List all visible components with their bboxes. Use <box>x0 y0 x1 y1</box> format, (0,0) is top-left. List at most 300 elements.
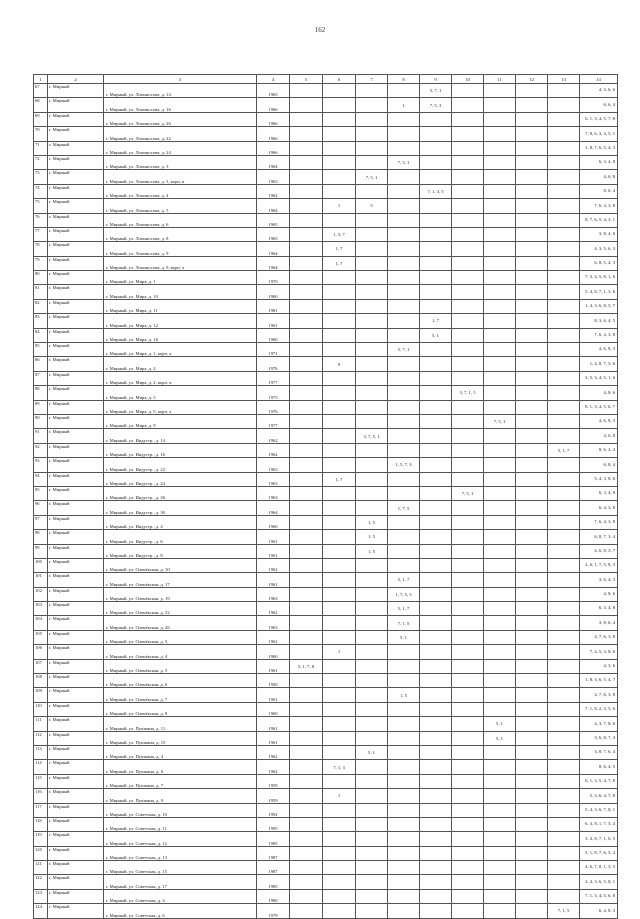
col8-cell <box>388 717 420 731</box>
col9-cell <box>420 400 452 414</box>
page-number: 162 <box>314 26 326 34</box>
col8-cell <box>388 889 420 903</box>
column-header-10: 10 <box>452 75 484 84</box>
housing-registry-table <box>33 74 618 919</box>
col7-cell <box>356 602 388 616</box>
col10-cell <box>452 616 484 630</box>
col5-cell <box>290 285 323 299</box>
address-cell: г. Мирный, ул. Ломоносова, д. 3, корп. в <box>104 170 257 184</box>
col10-cell <box>452 285 484 299</box>
col10-cell <box>452 645 484 659</box>
col11-cell <box>484 213 516 227</box>
col10-cell <box>452 846 484 860</box>
col13-cell <box>548 558 580 572</box>
col12-cell <box>516 400 548 414</box>
col8-cell <box>388 227 420 241</box>
col10-cell <box>452 630 484 644</box>
locality-cell: г. Мирный <box>48 717 104 731</box>
row-number: 95 <box>34 486 48 500</box>
col6-cell <box>323 515 356 529</box>
col6-cell <box>323 817 356 831</box>
locality-cell: г. Мирный <box>48 343 104 357</box>
col9-cell <box>420 155 452 169</box>
col8-cell: 5, 1, 7 <box>388 573 420 587</box>
build-year-cell: 1961 <box>257 717 290 731</box>
locality-cell: г. Мирный <box>48 84 104 98</box>
col9-cell <box>420 112 452 126</box>
col5-cell <box>290 357 323 371</box>
col11-cell <box>484 875 516 889</box>
col5-cell <box>290 861 323 875</box>
col8-cell <box>388 875 420 889</box>
address-cell: г. Мирный, ул. Советская, д. 10 <box>104 803 257 817</box>
col7-cell <box>356 645 388 659</box>
col8-cell <box>388 141 420 155</box>
table-row <box>34 602 618 616</box>
locality-cell: г. Мирный <box>48 817 104 831</box>
col13-cell <box>548 674 580 688</box>
locality-cell: г. Мирный <box>48 803 104 817</box>
col11-cell <box>484 789 516 803</box>
col8-cell <box>388 271 420 285</box>
col10-cell <box>452 299 484 313</box>
col6-cell <box>323 343 356 357</box>
col7-cell <box>356 875 388 889</box>
col14-cell: 7, 3, 4, 5, 8, 1, 6 <box>580 271 618 285</box>
build-year-cell: 1977 <box>257 371 290 385</box>
build-year-cell: 1961 <box>257 688 290 702</box>
col10-cell <box>452 904 484 918</box>
address-cell: г. Мирный, ул. Ломоносова, д. 9, корп. а <box>104 256 257 270</box>
address-cell: г. Мирный, ул. Мира, д. 5, корп. а <box>104 400 257 414</box>
col9-cell <box>420 889 452 903</box>
address-cell: г. Мирный, ул. Оленёкская, д. 10 <box>104 558 257 572</box>
col10-cell <box>452 817 484 831</box>
col11-cell <box>484 256 516 270</box>
col9-cell <box>420 817 452 831</box>
column-header-11: 11 <box>484 75 516 84</box>
col11-cell: 5, 1 <box>484 717 516 731</box>
col5-cell <box>290 213 323 227</box>
col12-cell <box>516 501 548 515</box>
col9-cell <box>420 472 452 486</box>
col14-cell: 4, 6, 8, 3 <box>580 343 618 357</box>
locality-cell: г. Мирный <box>48 745 104 759</box>
address-cell: г. Мирный, ул. Советская, д. 17 <box>104 875 257 889</box>
row-number: 115 <box>34 774 48 788</box>
col13-cell <box>548 472 580 486</box>
row-number: 113 <box>34 745 48 759</box>
col5-cell <box>290 587 323 601</box>
col6-cell <box>323 400 356 414</box>
col14-cell: 7, 1, 8, 2, 3, 5, 6 <box>580 702 618 716</box>
col10-cell <box>452 472 484 486</box>
col6-cell <box>323 688 356 702</box>
address-cell: г. Мирный, ул. Индустр., д. 16 <box>104 443 257 457</box>
build-year-cell: 1960 <box>257 515 290 529</box>
col11-cell <box>484 112 516 126</box>
col7-cell <box>356 213 388 227</box>
col10-cell <box>452 242 484 256</box>
build-year-cell: 1959 <box>257 789 290 803</box>
column-header-12: 12 <box>516 75 548 84</box>
col8-cell <box>388 861 420 875</box>
col14-cell: 3, 4, 3, 6, 5, 8, 1 <box>580 875 618 889</box>
table-row <box>34 486 618 500</box>
row-number: 80 <box>34 271 48 285</box>
col6-cell <box>323 414 356 428</box>
col11-cell <box>484 357 516 371</box>
col12-cell <box>516 745 548 759</box>
col5-cell <box>290 745 323 759</box>
row-number: 96 <box>34 501 48 515</box>
locality-cell: г. Мирный <box>48 501 104 515</box>
col10-cell <box>452 213 484 227</box>
row-number: 71 <box>34 141 48 155</box>
col12-cell <box>516 760 548 774</box>
col11-cell <box>484 558 516 572</box>
col12-cell <box>516 112 548 126</box>
col5-cell <box>290 702 323 716</box>
col8-cell <box>388 904 420 918</box>
col14-cell: 8, 7, 6, 5, 4, 3, 1 <box>580 213 618 227</box>
col11-cell <box>484 688 516 702</box>
build-year-cell: 1976 <box>257 400 290 414</box>
column-header-4: 4 <box>257 75 290 84</box>
col10-cell <box>452 602 484 616</box>
col13-cell <box>548 213 580 227</box>
col13-cell <box>548 84 580 98</box>
col8-cell <box>388 256 420 270</box>
col14-cell: 3, 6, 8, 7, 4 <box>580 731 618 745</box>
col12-cell <box>516 213 548 227</box>
col5-cell <box>290 84 323 98</box>
row-number: 84 <box>34 328 48 342</box>
col12-cell <box>516 371 548 385</box>
col8-cell: 1, 7, 5, 3 <box>388 587 420 601</box>
col10-cell <box>452 271 484 285</box>
col7-cell <box>356 846 388 860</box>
col6-cell <box>323 429 356 443</box>
col12-cell <box>516 630 548 644</box>
col6-cell <box>323 630 356 644</box>
address-cell: г. Мирный, ул. Мира, д. 2 <box>104 357 257 371</box>
row-number: 101 <box>34 573 48 587</box>
build-year-cell: 1960 <box>257 285 290 299</box>
col6-cell <box>323 861 356 875</box>
address-cell: г. Мирный, ул. Индустр., д. 24 <box>104 472 257 486</box>
col14-cell: 7, 4, 5, 3, 8, 6 <box>580 645 618 659</box>
row-number: 100 <box>34 558 48 572</box>
row-number: 117 <box>34 803 48 817</box>
col12-cell <box>516 256 548 270</box>
col11-cell <box>484 299 516 313</box>
col12-cell <box>516 861 548 875</box>
col10-cell <box>452 443 484 457</box>
col13-cell <box>548 544 580 558</box>
col12-cell <box>516 674 548 688</box>
col8-cell <box>388 127 420 141</box>
col9-cell: 1, 7 <box>420 314 452 328</box>
col8-cell <box>388 443 420 457</box>
locality-cell: г. Мирный <box>48 285 104 299</box>
col11-cell <box>484 544 516 558</box>
build-year-cell: 1961 <box>257 544 290 558</box>
locality-cell: г. Мирный <box>48 213 104 227</box>
col12-cell <box>516 875 548 889</box>
address-cell: г. Мирный, ул. Индустр., д. 22 <box>104 458 257 472</box>
address-cell: г. Мирный, ул. Индустр., д. 6 <box>104 530 257 544</box>
col9-cell <box>420 745 452 759</box>
locality-cell: г. Мирный <box>48 789 104 803</box>
col13-cell <box>548 458 580 472</box>
col5-cell <box>290 472 323 486</box>
address-cell: г. Мирный, ул. Пушкина, д. 15 <box>104 731 257 745</box>
build-year-cell: 1962 <box>257 745 290 759</box>
table-row <box>34 832 618 846</box>
col10-cell <box>452 789 484 803</box>
col7-cell: 1, 5 <box>356 515 388 529</box>
locality-cell: г. Мирный <box>48 760 104 774</box>
col13-cell <box>548 774 580 788</box>
locality-cell: г. Мирный <box>48 846 104 860</box>
row-number: 114 <box>34 760 48 774</box>
row-number: 77 <box>34 227 48 241</box>
locality-cell: г. Мирный <box>48 472 104 486</box>
col14-cell: 4, 3, 6, 6 <box>580 84 618 98</box>
col10-cell <box>452 861 484 875</box>
col13-cell <box>548 184 580 198</box>
table-row <box>34 875 618 889</box>
col5-cell <box>290 328 323 342</box>
col9-cell <box>420 731 452 745</box>
col7-cell <box>356 285 388 299</box>
col6-cell <box>323 112 356 126</box>
col7-cell <box>356 774 388 788</box>
col5-cell <box>290 256 323 270</box>
col14-cell: 6, 8, 4 <box>580 458 618 472</box>
col9-cell <box>420 458 452 472</box>
col13-cell <box>548 861 580 875</box>
col11-cell <box>484 846 516 860</box>
col13-cell <box>548 573 580 587</box>
column-header-7: 7 <box>356 75 388 84</box>
col12-cell <box>516 602 548 616</box>
col6-cell <box>323 558 356 572</box>
address-cell: г. Мирный, ул. Оленёкская, д. 3 <box>104 630 257 644</box>
build-year-cell: 1963 <box>257 472 290 486</box>
col11-cell <box>484 645 516 659</box>
col6-cell <box>323 501 356 515</box>
col8-cell <box>388 386 420 400</box>
col7-cell <box>356 573 388 587</box>
col14-cell: 3, 8, 6, 4 <box>580 616 618 630</box>
col7-cell <box>356 558 388 572</box>
col13-cell <box>548 170 580 184</box>
col10-cell <box>452 227 484 241</box>
col14-cell: 4, 3, 7, 8, 6 <box>580 717 618 731</box>
col5-cell <box>290 486 323 500</box>
table-row <box>34 127 618 141</box>
column-header-5: 5 <box>290 75 323 84</box>
col12-cell <box>516 227 548 241</box>
col11-cell <box>484 745 516 759</box>
col14-cell: 5, 4, 3, 8, 6 <box>580 472 618 486</box>
address-cell: г. Мирный, ул. Мира, д. 5 <box>104 386 257 400</box>
col11-cell <box>484 429 516 443</box>
col12-cell <box>516 155 548 169</box>
col6-cell <box>323 904 356 918</box>
row-number: 93 <box>34 458 48 472</box>
col12-cell <box>516 170 548 184</box>
col6-cell <box>323 875 356 889</box>
col11-cell <box>484 314 516 328</box>
col7-cell: 5, 1 <box>356 745 388 759</box>
col12-cell <box>516 141 548 155</box>
col9-cell <box>420 285 452 299</box>
col9-cell <box>420 227 452 241</box>
col10-cell <box>452 458 484 472</box>
col5-cell <box>290 199 323 213</box>
col14-cell: 3, 8, 4, 6 <box>580 227 618 241</box>
row-number: 121 <box>34 861 48 875</box>
address-cell: г. Мирный, ул. Ломоносова, д. 20 <box>104 112 257 126</box>
address-cell: г. Мирный, ул. Ломоносова, д. 3 <box>104 155 257 169</box>
table-row <box>34 717 618 731</box>
col7-cell <box>356 717 388 731</box>
col7-cell <box>356 242 388 256</box>
build-year-cell: 1966 <box>257 141 290 155</box>
locality-cell: г. Мирный <box>48 558 104 572</box>
address-cell: г. Мирный, ул. Ломоносова, д. 8 <box>104 227 257 241</box>
row-number: 111 <box>34 717 48 731</box>
col6-cell <box>323 573 356 587</box>
address-cell: г. Мирный, ул. Пушкина, д. 11 <box>104 717 257 731</box>
address-cell: г. Мирный, ул. Советская, д. 11 <box>104 817 257 831</box>
build-year-cell: 1964 <box>257 501 290 515</box>
col7-cell <box>356 889 388 903</box>
table-row <box>34 889 618 903</box>
col6-cell <box>323 745 356 759</box>
column-header-13: 13 <box>548 75 580 84</box>
row-number: 81 <box>34 285 48 299</box>
col6-cell <box>323 674 356 688</box>
table-row <box>34 256 618 270</box>
col8-cell: 1, 5, 7, 3 <box>388 458 420 472</box>
col11-cell <box>484 84 516 98</box>
col13-cell <box>548 659 580 673</box>
col7-cell <box>356 760 388 774</box>
col8-cell <box>388 472 420 486</box>
col9-cell <box>420 573 452 587</box>
col14-cell: 6, 3, 8, 1, 7, 5, 4 <box>580 817 618 831</box>
build-year-cell: 1987 <box>257 861 290 875</box>
col14-cell: 4, 8, 6 <box>580 386 618 400</box>
build-year-cell: 1963 <box>257 486 290 500</box>
col10-cell <box>452 544 484 558</box>
col10-cell <box>452 155 484 169</box>
col6-cell <box>323 486 356 500</box>
col6-cell: 7, 1, 3 <box>323 760 356 774</box>
col8-cell <box>388 112 420 126</box>
col5-cell <box>290 573 323 587</box>
col5-cell <box>290 242 323 256</box>
col14-cell: 4, 3, 5, 6, 3 <box>580 242 618 256</box>
col10-cell <box>452 314 484 328</box>
build-year-cell: 1963 <box>257 170 290 184</box>
col11-cell <box>484 400 516 414</box>
address-cell: г. Мирный, ул. Мира, д. 1 <box>104 271 257 285</box>
col8-cell <box>388 170 420 184</box>
col8-cell <box>388 486 420 500</box>
build-year-cell: 1964 <box>257 155 290 169</box>
build-year-cell: 1975 <box>257 386 290 400</box>
col6-cell <box>323 213 356 227</box>
col11-cell <box>484 861 516 875</box>
locality-cell: г. Мирный <box>48 227 104 241</box>
col11-cell <box>484 227 516 241</box>
col7-cell <box>356 184 388 198</box>
row-number: 102 <box>34 587 48 601</box>
table-row <box>34 573 618 587</box>
col7-cell: 1, 5 <box>356 544 388 558</box>
col5-cell <box>290 832 323 846</box>
col11-cell: 5, 1 <box>484 731 516 745</box>
col11-cell <box>484 127 516 141</box>
col5-cell <box>290 602 323 616</box>
col5-cell <box>290 760 323 774</box>
col12-cell <box>516 98 548 112</box>
address-cell: г. Мирный, ул. Оленёкская, д. 22 <box>104 602 257 616</box>
col7-cell <box>356 616 388 630</box>
col9-cell: 5, 7, 1 <box>420 84 452 98</box>
col6-cell: 1 <box>323 645 356 659</box>
col9-cell <box>420 645 452 659</box>
col14-cell: 1, 4, 8, 7, 5, 6 <box>580 357 618 371</box>
col7-cell <box>356 343 388 357</box>
row-number: 90 <box>34 414 48 428</box>
col12-cell <box>516 774 548 788</box>
col5-cell <box>290 558 323 572</box>
col14-cell: 5, 4, 8, 7, 1, 3, 6 <box>580 285 618 299</box>
row-number: 85 <box>34 343 48 357</box>
col8-cell: 1, 7, 5 <box>388 501 420 515</box>
row-number: 78 <box>34 242 48 256</box>
col9-cell <box>420 904 452 918</box>
col10-cell <box>452 414 484 428</box>
col10-cell <box>452 688 484 702</box>
col8-cell <box>388 400 420 414</box>
col8-cell <box>388 789 420 803</box>
col8-cell <box>388 731 420 745</box>
col12-cell <box>516 702 548 716</box>
col14-cell: 1, 8, 3, 6, 5, 4, 7 <box>580 674 618 688</box>
col11-cell <box>484 184 516 198</box>
col8-cell <box>388 429 420 443</box>
col5-cell <box>290 817 323 831</box>
col10-cell <box>452 702 484 716</box>
col10-cell <box>452 127 484 141</box>
col9-cell <box>420 443 452 457</box>
col11-cell <box>484 486 516 500</box>
col13-cell <box>548 242 580 256</box>
col9-cell <box>420 501 452 515</box>
col13-cell <box>548 314 580 328</box>
locality-cell: г. Мирный <box>48 271 104 285</box>
col14-cell: 1, 4, 3, 6, 8, 5, 7 <box>580 299 618 313</box>
col13-cell <box>548 832 580 846</box>
table-row <box>34 774 618 788</box>
